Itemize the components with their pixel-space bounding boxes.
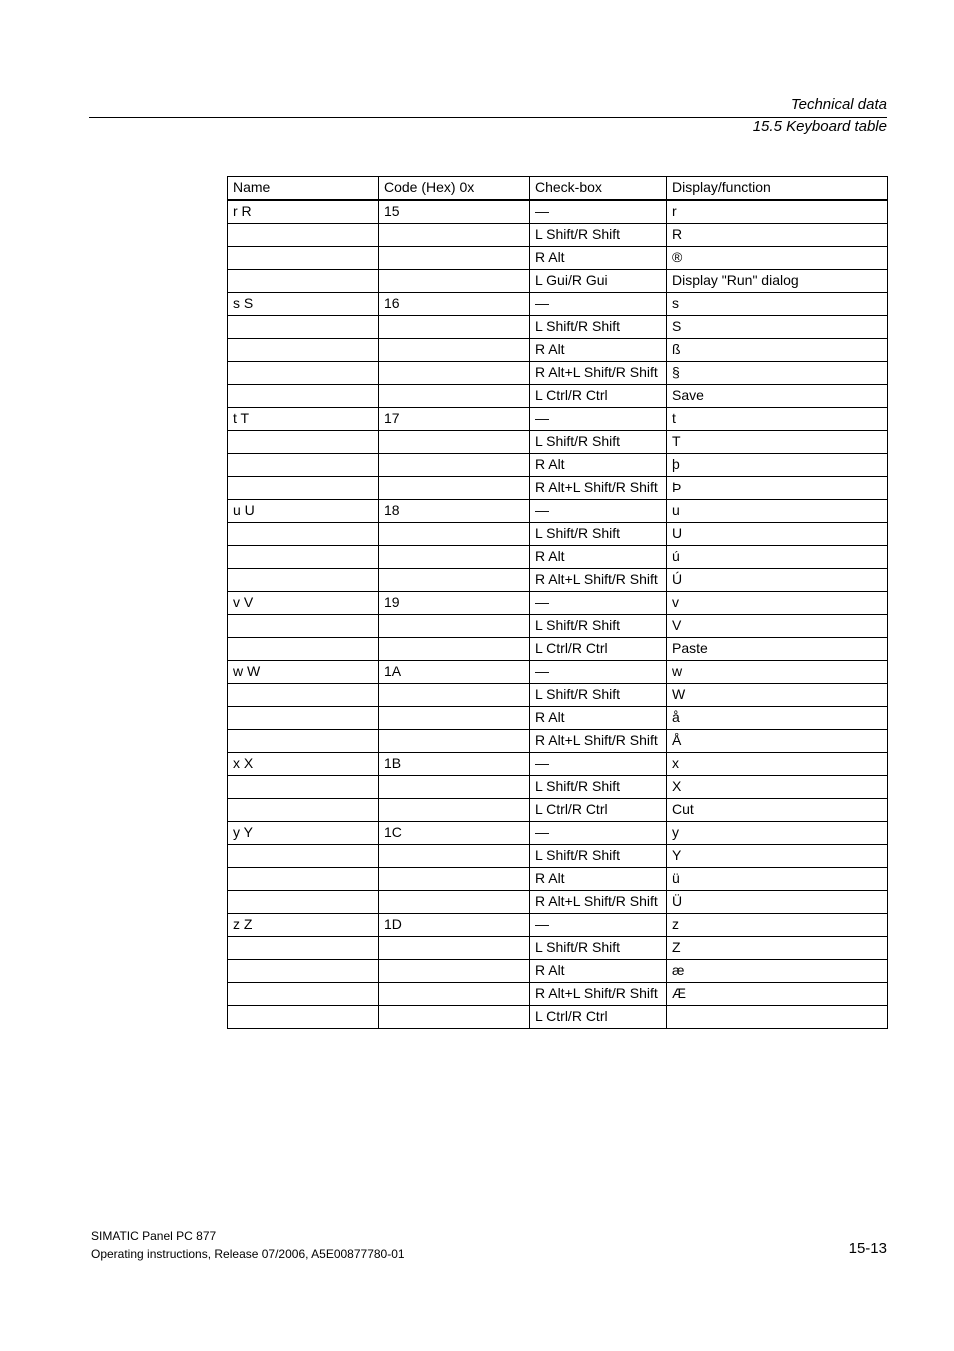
cell-display: § (667, 362, 888, 385)
cell-name (228, 983, 379, 1006)
cell-checkbox: L Gui/R Gui (530, 270, 667, 293)
cell-code (379, 1006, 530, 1029)
cell-code (379, 638, 530, 661)
cell-display (667, 1006, 888, 1029)
cell-name (228, 776, 379, 799)
cell-code (379, 891, 530, 914)
cell-display: S (667, 316, 888, 339)
cell-code (379, 937, 530, 960)
table-row (228, 753, 888, 776)
cell-display: þ (667, 454, 888, 477)
page-number: 15-13 (848, 1240, 887, 1257)
cell-name (228, 730, 379, 753)
cell-display: Save (667, 385, 888, 408)
cell-name (228, 316, 379, 339)
cell-name (228, 799, 379, 822)
table-row (228, 822, 888, 845)
cell-checkbox: L Ctrl/R Ctrl (530, 1006, 667, 1029)
table-row (228, 891, 888, 914)
table-row (228, 385, 888, 408)
cell-display: y (667, 822, 888, 845)
cell-checkbox: — (530, 408, 667, 431)
cell-checkbox: L Shift/R Shift (530, 224, 667, 247)
table-row (228, 200, 888, 224)
cell-display: Þ (667, 477, 888, 500)
cell-name (228, 224, 379, 247)
table-row (228, 569, 888, 592)
cell-name: y Y (228, 822, 379, 845)
cell-display: T (667, 431, 888, 454)
cell-name (228, 477, 379, 500)
cell-checkbox: — (530, 822, 667, 845)
cell-display: Å (667, 730, 888, 753)
cell-code: 15 (379, 200, 530, 224)
table-row (228, 362, 888, 385)
table-row (228, 293, 888, 316)
cell-name: z Z (228, 914, 379, 937)
cell-code (379, 615, 530, 638)
table-row (228, 937, 888, 960)
cell-name (228, 247, 379, 270)
cell-code: 16 (379, 293, 530, 316)
table-row (228, 477, 888, 500)
cell-display: V (667, 615, 888, 638)
cell-checkbox: L Shift/R Shift (530, 937, 667, 960)
table-row (228, 983, 888, 1006)
cell-name (228, 270, 379, 293)
cell-checkbox: L Shift/R Shift (530, 431, 667, 454)
table-row (228, 523, 888, 546)
cell-display: Y (667, 845, 888, 868)
cell-display: ú (667, 546, 888, 569)
cell-display: x (667, 753, 888, 776)
cell-display: Z (667, 937, 888, 960)
column-header-display: Display/function (667, 177, 888, 201)
table-row (228, 224, 888, 247)
cell-display: ü (667, 868, 888, 891)
cell-display: Cut (667, 799, 888, 822)
cell-display: ß (667, 339, 888, 362)
cell-checkbox: R Alt+L Shift/R Shift (530, 730, 667, 753)
cell-name (228, 937, 379, 960)
cell-name (228, 684, 379, 707)
cell-display: u (667, 500, 888, 523)
cell-code (379, 776, 530, 799)
column-header-code: Code (Hex) 0x (379, 177, 530, 201)
table-row (228, 684, 888, 707)
cell-name: t T (228, 408, 379, 431)
cell-name: w W (228, 661, 379, 684)
footer-doc-info: Operating instructions, Release 07/2006, A5E00877780-01 (91, 1247, 405, 1261)
cell-checkbox: — (530, 293, 667, 316)
table-row (228, 1006, 888, 1029)
cell-checkbox: — (530, 200, 667, 224)
cell-name (228, 615, 379, 638)
cell-name (228, 845, 379, 868)
cell-checkbox: L Ctrl/R Ctrl (530, 638, 667, 661)
cell-name (228, 707, 379, 730)
cell-code: 19 (379, 592, 530, 615)
cell-display: Paste (667, 638, 888, 661)
cell-checkbox: L Ctrl/R Ctrl (530, 385, 667, 408)
cell-checkbox: R Alt+L Shift/R Shift (530, 477, 667, 500)
cell-name: u U (228, 500, 379, 523)
cell-checkbox: — (530, 661, 667, 684)
cell-code (379, 523, 530, 546)
cell-code: 1C (379, 822, 530, 845)
table-row (228, 799, 888, 822)
cell-display: Ü (667, 891, 888, 914)
table-row (228, 615, 888, 638)
cell-display: Ú (667, 569, 888, 592)
cell-checkbox: — (530, 592, 667, 615)
cell-display: ® (667, 247, 888, 270)
table-row (228, 270, 888, 293)
cell-name (228, 339, 379, 362)
table-row (228, 845, 888, 868)
cell-checkbox: — (530, 914, 667, 937)
cell-code (379, 362, 530, 385)
cell-display: z (667, 914, 888, 937)
cell-checkbox: R Alt (530, 960, 667, 983)
table-row (228, 730, 888, 753)
cell-code (379, 431, 530, 454)
cell-code (379, 339, 530, 362)
table-row (228, 339, 888, 362)
cell-name: r R (228, 200, 379, 224)
column-header-checkbox: Check-box (530, 177, 667, 201)
cell-checkbox: L Shift/R Shift (530, 684, 667, 707)
cell-code (379, 385, 530, 408)
header-rule (89, 117, 887, 118)
cell-checkbox: L Shift/R Shift (530, 845, 667, 868)
cell-code: 1D (379, 914, 530, 937)
cell-code: 1B (379, 753, 530, 776)
cell-checkbox: R Alt (530, 454, 667, 477)
table-row (228, 638, 888, 661)
cell-display: s (667, 293, 888, 316)
table-row (228, 592, 888, 615)
cell-name (228, 891, 379, 914)
cell-display: æ (667, 960, 888, 983)
table-row (228, 661, 888, 684)
cell-code (379, 224, 530, 247)
table-row (228, 546, 888, 569)
cell-code (379, 454, 530, 477)
cell-name (228, 523, 379, 546)
cell-checkbox: R Alt (530, 339, 667, 362)
cell-code (379, 569, 530, 592)
cell-checkbox: L Shift/R Shift (530, 316, 667, 339)
table-row (228, 431, 888, 454)
cell-code (379, 983, 530, 1006)
cell-checkbox: R Alt+L Shift/R Shift (530, 569, 667, 592)
cell-code (379, 730, 530, 753)
cell-code (379, 477, 530, 500)
cell-display: U (667, 523, 888, 546)
cell-checkbox: R Alt (530, 868, 667, 891)
cell-checkbox: — (530, 500, 667, 523)
cell-code (379, 868, 530, 891)
cell-display: X (667, 776, 888, 799)
table-row (228, 408, 888, 431)
table-row (228, 914, 888, 937)
cell-display: R (667, 224, 888, 247)
cell-name (228, 454, 379, 477)
cell-code (379, 684, 530, 707)
cell-display: å (667, 707, 888, 730)
cell-code (379, 960, 530, 983)
cell-name (228, 385, 379, 408)
page-footer (91, 1227, 405, 1263)
cell-code (379, 546, 530, 569)
footer-product: SIMATIC Panel PC 877 (91, 1229, 217, 1243)
keyboard-table (227, 176, 888, 1029)
column-header-name: Name (228, 177, 379, 201)
cell-name (228, 638, 379, 661)
table-header-row (228, 177, 888, 201)
cell-name (228, 362, 379, 385)
cell-checkbox: R Alt+L Shift/R Shift (530, 983, 667, 1006)
cell-code: 1A (379, 661, 530, 684)
table-row (228, 247, 888, 270)
cell-display: W (667, 684, 888, 707)
cell-code: 18 (379, 500, 530, 523)
cell-checkbox: L Ctrl/R Ctrl (530, 799, 667, 822)
cell-name: s S (228, 293, 379, 316)
cell-name (228, 431, 379, 454)
cell-display: w (667, 661, 888, 684)
cell-checkbox: R Alt (530, 247, 667, 270)
page-header (89, 94, 887, 138)
cell-checkbox: R Alt+L Shift/R Shift (530, 891, 667, 914)
cell-code: 17 (379, 408, 530, 431)
section-title: 15.5 Keyboard table (752, 118, 887, 135)
cell-name (228, 1006, 379, 1029)
cell-code (379, 316, 530, 339)
cell-code (379, 799, 530, 822)
cell-name: x X (228, 753, 379, 776)
cell-display: Display "Run" dialog (667, 270, 888, 293)
table-row (228, 868, 888, 891)
cell-checkbox: R Alt (530, 707, 667, 730)
cell-code (379, 707, 530, 730)
cell-name: v V (228, 592, 379, 615)
cell-checkbox: L Shift/R Shift (530, 523, 667, 546)
table-body (228, 200, 888, 1029)
cell-name (228, 546, 379, 569)
cell-name (228, 960, 379, 983)
cell-code (379, 845, 530, 868)
cell-name (228, 569, 379, 592)
cell-checkbox: — (530, 753, 667, 776)
cell-display: Æ (667, 983, 888, 1006)
chapter-title: Technical data (790, 96, 887, 113)
cell-code (379, 270, 530, 293)
cell-code (379, 247, 530, 270)
cell-display: t (667, 408, 888, 431)
table-row (228, 454, 888, 477)
cell-checkbox: R Alt (530, 546, 667, 569)
cell-display: r (667, 200, 888, 224)
table-row (228, 776, 888, 799)
cell-checkbox: L Shift/R Shift (530, 776, 667, 799)
cell-checkbox: R Alt+L Shift/R Shift (530, 362, 667, 385)
cell-name (228, 868, 379, 891)
table-row (228, 500, 888, 523)
table-row (228, 316, 888, 339)
cell-display: v (667, 592, 888, 615)
cell-checkbox: L Shift/R Shift (530, 615, 667, 638)
table-row (228, 960, 888, 983)
table-row (228, 707, 888, 730)
